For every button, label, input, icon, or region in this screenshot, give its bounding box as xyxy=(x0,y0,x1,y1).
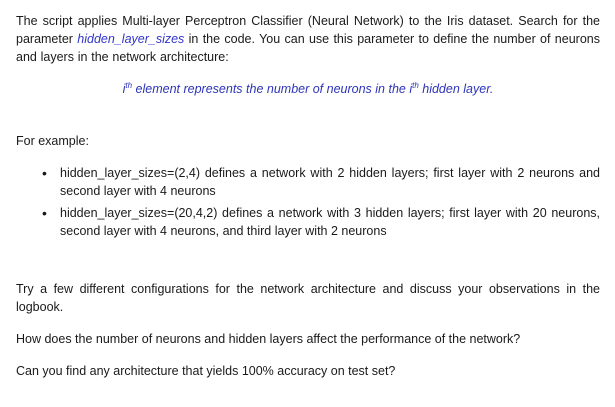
try-paragraph: Try a few different configurations for the network architecture and discuss your observations in the logbook. xyxy=(16,282,600,314)
list-item xyxy=(42,204,600,240)
layer-note xyxy=(16,80,600,98)
note-index-1: i xyxy=(122,82,126,96)
note-superscript-1: th xyxy=(125,80,133,90)
parameter-name: hidden_layer_sizes xyxy=(77,32,185,46)
document-page xyxy=(16,12,600,380)
example-list xyxy=(16,164,600,240)
note-index-2: i xyxy=(409,82,413,96)
example-label: For example: xyxy=(16,134,89,148)
bullet-icon: • xyxy=(42,205,47,221)
note-text-1: element represents the number of neurons in the xyxy=(132,82,410,96)
intro-text-part1: The script applies Multi-layer Perceptron Classifier (Neural Network) to the Iris dataset. Search for the parameter xyxy=(16,14,600,46)
example-text: hidden_layer_sizes=(2,4) defines a network with 2 hidden layers; first layer with 2 neurons and second layer with 4 neurons xyxy=(60,166,600,198)
intro-paragraph xyxy=(16,12,600,66)
bullet-icon: • xyxy=(42,165,47,181)
note-superscript-2: th xyxy=(412,80,419,90)
intro-text-part2: in the code. You can use this parameter to define the number of neurons and layers in the network architecture: xyxy=(16,32,600,64)
note-text-2: hidden layer. xyxy=(418,82,494,96)
list-item xyxy=(42,164,600,200)
question-2: Can you find any architecture that yields 100% accuracy on test set? xyxy=(16,364,396,378)
example-text: hidden_layer_sizes=(20,4,2) defines a network with 3 hidden layers; first layer with 20 neurons, second layer with 4 neurons, and third layer with 2 neurons xyxy=(60,206,600,238)
question-1: How does the number of neurons and hidden layers affect the performance of the network? xyxy=(16,332,521,346)
